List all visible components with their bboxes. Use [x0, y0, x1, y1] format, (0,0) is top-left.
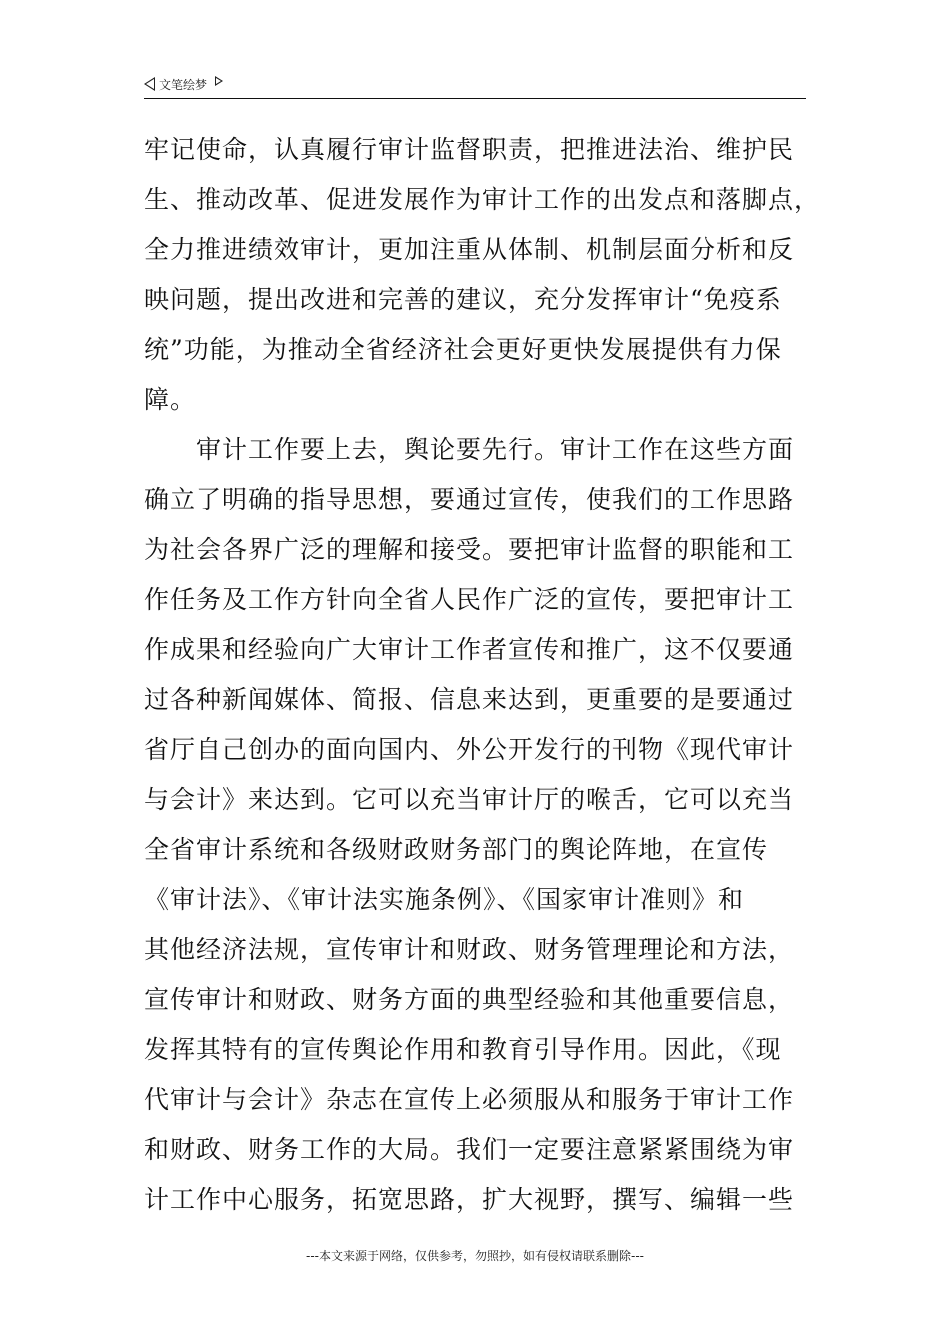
text-line: 全省审计系统和各级财政财务部门的舆论阵地，在宣传 — [144, 835, 769, 864]
text-line: 统”功能，为推动全省经济社会更好更快发展提供有力保 — [144, 335, 782, 364]
text-line: 审计工作要上去，舆论要先行。审计工作在这些方面 — [144, 435, 795, 464]
text-line: 全力推进绩效审计，更加注重从体制、机制层面分析和反 — [144, 235, 795, 264]
text-line: 其他经济法规，宣传审计和财政、财务管理理论和方法， — [144, 935, 795, 964]
triangle-left-icon — [144, 77, 155, 91]
text-line: 和财政、财务工作的大局。我们一定要注意紧紧围绕为审 — [144, 1135, 795, 1164]
text-line: 障。 — [144, 385, 197, 414]
text-line: 确立了明确的指导思想，要通过宣传，使我们的工作思路 — [144, 485, 795, 514]
text-line: 为社会各界广泛的理解和接受。要把审计监督的职能和工 — [144, 535, 795, 564]
text-line: 作成果和经验向广大审计工作者宣传和推广，这不仅要通 — [144, 635, 795, 664]
text-line: 代审计与会计》杂志在宣传上必须服从和服务于审计工作 — [144, 1085, 795, 1114]
text-line: 牢记使命，认真履行审计监督职责，把推进法治、维护民 — [144, 135, 795, 164]
text-line: 过各种新闻媒体、简报、信息来达到，更重要的是要通过 — [144, 685, 795, 714]
text-line: 宣传审计和财政、财务方面的典型经验和其他重要信息， — [144, 985, 795, 1014]
text-line: 作任务及工作方针向全省人民作广泛的宣传，要把审计工 — [144, 585, 795, 614]
page-header — [144, 74, 806, 99]
text-line: 省厅自己创办的面向国内、外公开发行的刊物《现代审计 — [144, 735, 795, 764]
text-line: 计工作中心服务，拓宽思路，扩大视野，撰写、编辑一些 — [144, 1185, 795, 1214]
body-text — [144, 128, 821, 1228]
footer-disclaimer: ---本文来源于网络，仅供参考，勿照抄，如有侵权请联系删除--- — [306, 1249, 644, 1263]
header-brand-group — [144, 74, 223, 94]
text-line: 《审计法》、《审计法实施条例》、《国家审计准则》和 — [144, 885, 745, 914]
text-line: 映问题，提出改进和完善的建议，充分发挥审计“免疫系 — [144, 285, 782, 314]
text-line: 生、推动改革、促进发展作为审计工作的出发点和落脚点， — [144, 185, 821, 214]
triangle-right-icon — [215, 76, 223, 86]
header-brand: 文笔绘梦 — [159, 77, 208, 92]
text-line: 发挥其特有的宣传舆论作用和教育引导作用。因此，《现 — [144, 1035, 782, 1064]
text-line: 与会计》来达到。它可以充当审计厅的喉舌，它可以充当 — [144, 785, 795, 814]
